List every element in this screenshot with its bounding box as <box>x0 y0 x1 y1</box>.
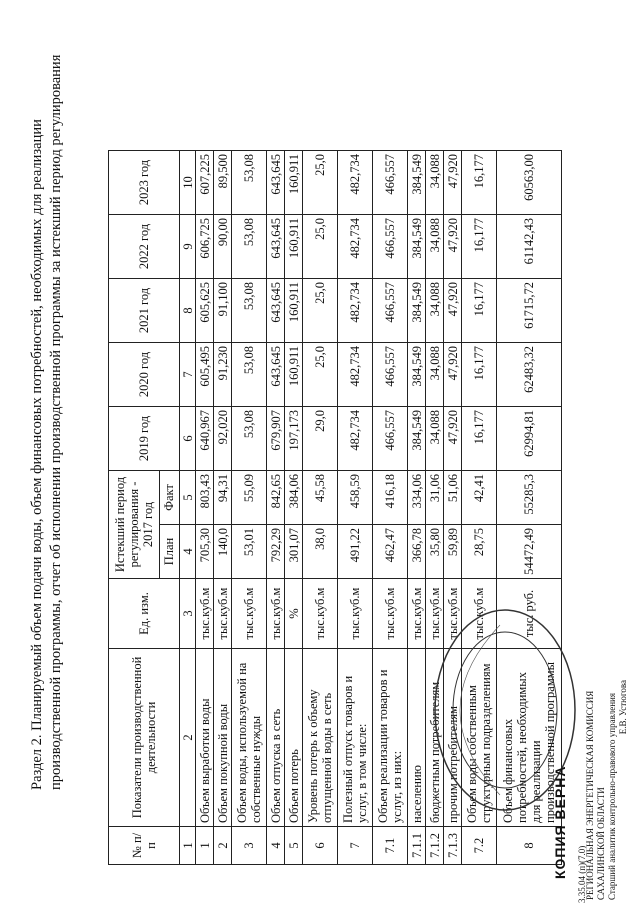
indicator-name: Объем выработки воды <box>196 649 214 827</box>
year-value: 482,734 <box>338 343 373 407</box>
year-value: 91,230 <box>214 343 232 407</box>
year-value: 197,173 <box>285 407 303 471</box>
year-value: 60563,00 <box>497 151 562 215</box>
year-value: 384,549 <box>408 343 426 407</box>
fact-value: 31,06 <box>426 471 444 525</box>
year-value: 90,00 <box>214 215 232 279</box>
year-value: 89,500 <box>214 151 232 215</box>
unit-cell: % <box>285 579 303 649</box>
plan-value: 54472,49 <box>497 525 562 579</box>
year-value: 466,557 <box>373 343 408 407</box>
indicator-name: Объем финансовых потребностей, необходимых для реализации производственной программы <box>497 649 562 827</box>
plan-value: 792,29 <box>267 525 285 579</box>
stamp-text <box>585 680 629 900</box>
year-value: 16,177 <box>462 407 497 471</box>
stamp-organization: РЕГИОНАЛЬНАЯ ЭНЕРГЕТИЧЕСКАЯ КОМИССИЯ САХАЛИНСКОЙ ОБЛАСТИ <box>585 690 606 900</box>
header-fact: Факт <box>159 471 179 525</box>
row-number: 7.1.3 <box>444 827 462 865</box>
row-number: 3 <box>232 827 267 865</box>
year-value: 61142,43 <box>497 215 562 279</box>
indicator-name: населению <box>408 649 426 827</box>
header-num: № п/п <box>109 827 180 865</box>
year-value: 466,557 <box>373 279 408 343</box>
year-value: 25,0 <box>303 151 338 215</box>
year-value: 34,088 <box>426 215 444 279</box>
year-value: 92,020 <box>214 407 232 471</box>
year-value: 47,920 <box>444 407 462 471</box>
plan-value: 301,07 <box>285 525 303 579</box>
fact-value: 458,59 <box>338 471 373 525</box>
unit-cell: тыс. руб. <box>497 579 562 649</box>
year-value: 466,557 <box>373 215 408 279</box>
section-heading: Раздел 2. Планируемый объем подачи воды, объем финансовых потребностей, необходимых для реализации производственной программы, отчет об исполнении производственной программы за истекший период регулирования <box>29 54 64 790</box>
table-row <box>196 151 214 865</box>
fact-value: 94,31 <box>214 471 232 525</box>
unit-cell: тыс.куб.м <box>426 579 444 649</box>
header-year-2022: 2022 год <box>109 215 180 279</box>
fact-value: 384,06 <box>285 471 303 525</box>
header-year-2021: 2021 год <box>109 279 180 343</box>
year-value: 53,08 <box>232 407 267 471</box>
header-past-period: Истекший период регулирования - 2017 год <box>109 471 160 579</box>
unit-cell: тыс.куб.м <box>214 579 232 649</box>
column-number: 10 <box>180 151 196 215</box>
table-row <box>373 151 408 865</box>
column-numbers-row <box>180 151 196 865</box>
year-value: 47,920 <box>444 215 462 279</box>
unit-cell: тыс.куб.м <box>196 579 214 649</box>
year-value: 384,549 <box>408 151 426 215</box>
column-number: 5 <box>180 471 196 525</box>
indicator-name: Объем покупной воды <box>214 649 232 827</box>
row-number: 7 <box>338 827 373 865</box>
unit-cell: тыс.куб.м <box>232 579 267 649</box>
year-value: 384,549 <box>408 279 426 343</box>
plan-value: 35,80 <box>426 525 444 579</box>
column-number: 4 <box>180 525 196 579</box>
header-year-2019: 2019 год <box>109 407 180 471</box>
year-value: 16,177 <box>462 215 497 279</box>
unit-cell: тыс.куб.м <box>373 579 408 649</box>
plan-value: 59,89 <box>444 525 462 579</box>
unit-cell: тыс.куб.м <box>303 579 338 649</box>
copy-verified-label: КОПИЯ ВЕРНА <box>552 765 568 879</box>
year-value: 16,177 <box>462 279 497 343</box>
year-value: 53,08 <box>232 215 267 279</box>
year-value: 606,725 <box>196 215 214 279</box>
year-value: 482,734 <box>338 279 373 343</box>
year-value: 53,08 <box>232 343 267 407</box>
row-number: 7.1.2 <box>426 827 444 865</box>
header-year-2023: 2023 год <box>109 151 180 215</box>
plan-value: 366,78 <box>408 525 426 579</box>
unit-cell: тыс.куб.м <box>408 579 426 649</box>
fact-value: 842,65 <box>267 471 285 525</box>
year-value: 643,645 <box>267 151 285 215</box>
year-value: 53,08 <box>232 279 267 343</box>
table-row <box>338 151 373 865</box>
unit-cell: тыс.куб.м <box>444 579 462 649</box>
column-number: 6 <box>180 407 196 471</box>
year-value: 25,0 <box>303 215 338 279</box>
year-value: 384,549 <box>408 407 426 471</box>
row-number: 7.1 <box>373 827 408 865</box>
fact-value: 42,41 <box>462 471 497 525</box>
plan-value: 491,22 <box>338 525 373 579</box>
year-value: 605,495 <box>196 343 214 407</box>
year-value: 25,0 <box>303 279 338 343</box>
row-number: 5 <box>285 827 303 865</box>
year-value: 640,967 <box>196 407 214 471</box>
column-number: 8 <box>180 279 196 343</box>
year-value: 34,088 <box>426 151 444 215</box>
document-code: 3.35.04 (п)(7.0) <box>577 845 587 903</box>
plan-value: 28,75 <box>462 525 497 579</box>
row-number: 6 <box>303 827 338 865</box>
fact-value: 45,58 <box>303 471 338 525</box>
year-value: 643,645 <box>267 215 285 279</box>
indicator-name: Объем воды, используемой на собственные нужды <box>232 649 267 827</box>
column-number: 9 <box>180 215 196 279</box>
stamp-position: Старший аналитик контрольно-правового управления <box>607 693 617 900</box>
year-value: 605,625 <box>196 279 214 343</box>
year-value: 62483,32 <box>497 343 562 407</box>
year-value: 47,920 <box>444 151 462 215</box>
stamp-signer: Е.В. Устюгова <box>618 680 628 735</box>
unit-cell: тыс.куб.м <box>267 579 285 649</box>
fact-value: 55,09 <box>232 471 267 525</box>
table-row <box>303 151 338 865</box>
year-value: 160,911 <box>285 151 303 215</box>
plan-value: 53,01 <box>232 525 267 579</box>
year-value: 482,734 <box>338 151 373 215</box>
table-row <box>214 151 232 865</box>
year-value: 160,911 <box>285 279 303 343</box>
column-number: 3 <box>180 579 196 649</box>
year-value: 643,645 <box>267 279 285 343</box>
table-row <box>267 151 285 865</box>
row-number: 7.1.1 <box>408 827 426 865</box>
plan-value: 462,47 <box>373 525 408 579</box>
year-value: 25,0 <box>303 343 338 407</box>
year-value: 607,225 <box>196 151 214 215</box>
column-number: 7 <box>180 343 196 407</box>
year-value: 29,0 <box>303 407 338 471</box>
year-value: 160,911 <box>285 343 303 407</box>
indicator-name: бюджетным потребителям <box>426 649 444 827</box>
indicator-name: Объем потерь <box>285 649 303 827</box>
year-value: 34,088 <box>426 407 444 471</box>
indicator-name: Объем реализации товаров и услуг, из них: <box>373 649 408 827</box>
year-value: 34,088 <box>426 343 444 407</box>
year-value: 466,557 <box>373 151 408 215</box>
fact-value: 416,18 <box>373 471 408 525</box>
row-number: 8 <box>497 827 562 865</box>
year-value: 482,734 <box>338 407 373 471</box>
year-value: 643,645 <box>267 343 285 407</box>
year-value: 47,920 <box>444 279 462 343</box>
year-value: 466,557 <box>373 407 408 471</box>
header-unit: Ед. изм. <box>109 579 180 649</box>
year-value: 679,907 <box>267 407 285 471</box>
header-plan: План <box>159 525 179 579</box>
unit-cell: тыс.куб.м <box>338 579 373 649</box>
table-row <box>232 151 267 865</box>
header-indicator: Показатели производственной деятельности <box>109 649 180 827</box>
indicator-name: прочим потребителям <box>444 649 462 827</box>
year-value: 62994,81 <box>497 407 562 471</box>
column-number: 2 <box>180 649 196 827</box>
year-value: 16,177 <box>462 343 497 407</box>
row-number: 4 <box>267 827 285 865</box>
year-value: 34,088 <box>426 279 444 343</box>
header-year-2020: 2020 год <box>109 343 180 407</box>
row-number: 1 <box>196 827 214 865</box>
year-value: 384,549 <box>408 215 426 279</box>
fact-value: 803,43 <box>196 471 214 525</box>
indicator-name: Полезный отпуск товаров и услуг, в том числе: <box>338 649 373 827</box>
indicator-name: Уровень потерь к объему отпущенной воды в сеть <box>303 649 338 827</box>
row-number: 7.2 <box>462 827 497 865</box>
row-number: 2 <box>214 827 232 865</box>
unit-cell: тыс.куб.м <box>462 579 497 649</box>
column-number: 1 <box>180 827 196 865</box>
plan-value: 38,0 <box>303 525 338 579</box>
year-value: 482,734 <box>338 215 373 279</box>
fact-value: 334,06 <box>408 471 426 525</box>
fact-value: 55285,3 <box>497 471 562 525</box>
plan-value: 705,30 <box>196 525 214 579</box>
year-value: 91,100 <box>214 279 232 343</box>
plan-value: 140,0 <box>214 525 232 579</box>
year-value: 160,911 <box>285 215 303 279</box>
table-row <box>408 151 426 865</box>
indicator-name: Объем отпуска в сеть <box>267 649 285 827</box>
table-row <box>285 151 303 865</box>
indicator-name: Объем воды собственным структурным подразделениям <box>462 649 497 827</box>
year-value: 47,920 <box>444 343 462 407</box>
fact-value: 51,06 <box>444 471 462 525</box>
year-value: 53,08 <box>232 151 267 215</box>
year-value: 16,177 <box>462 151 497 215</box>
year-value: 61715,72 <box>497 279 562 343</box>
